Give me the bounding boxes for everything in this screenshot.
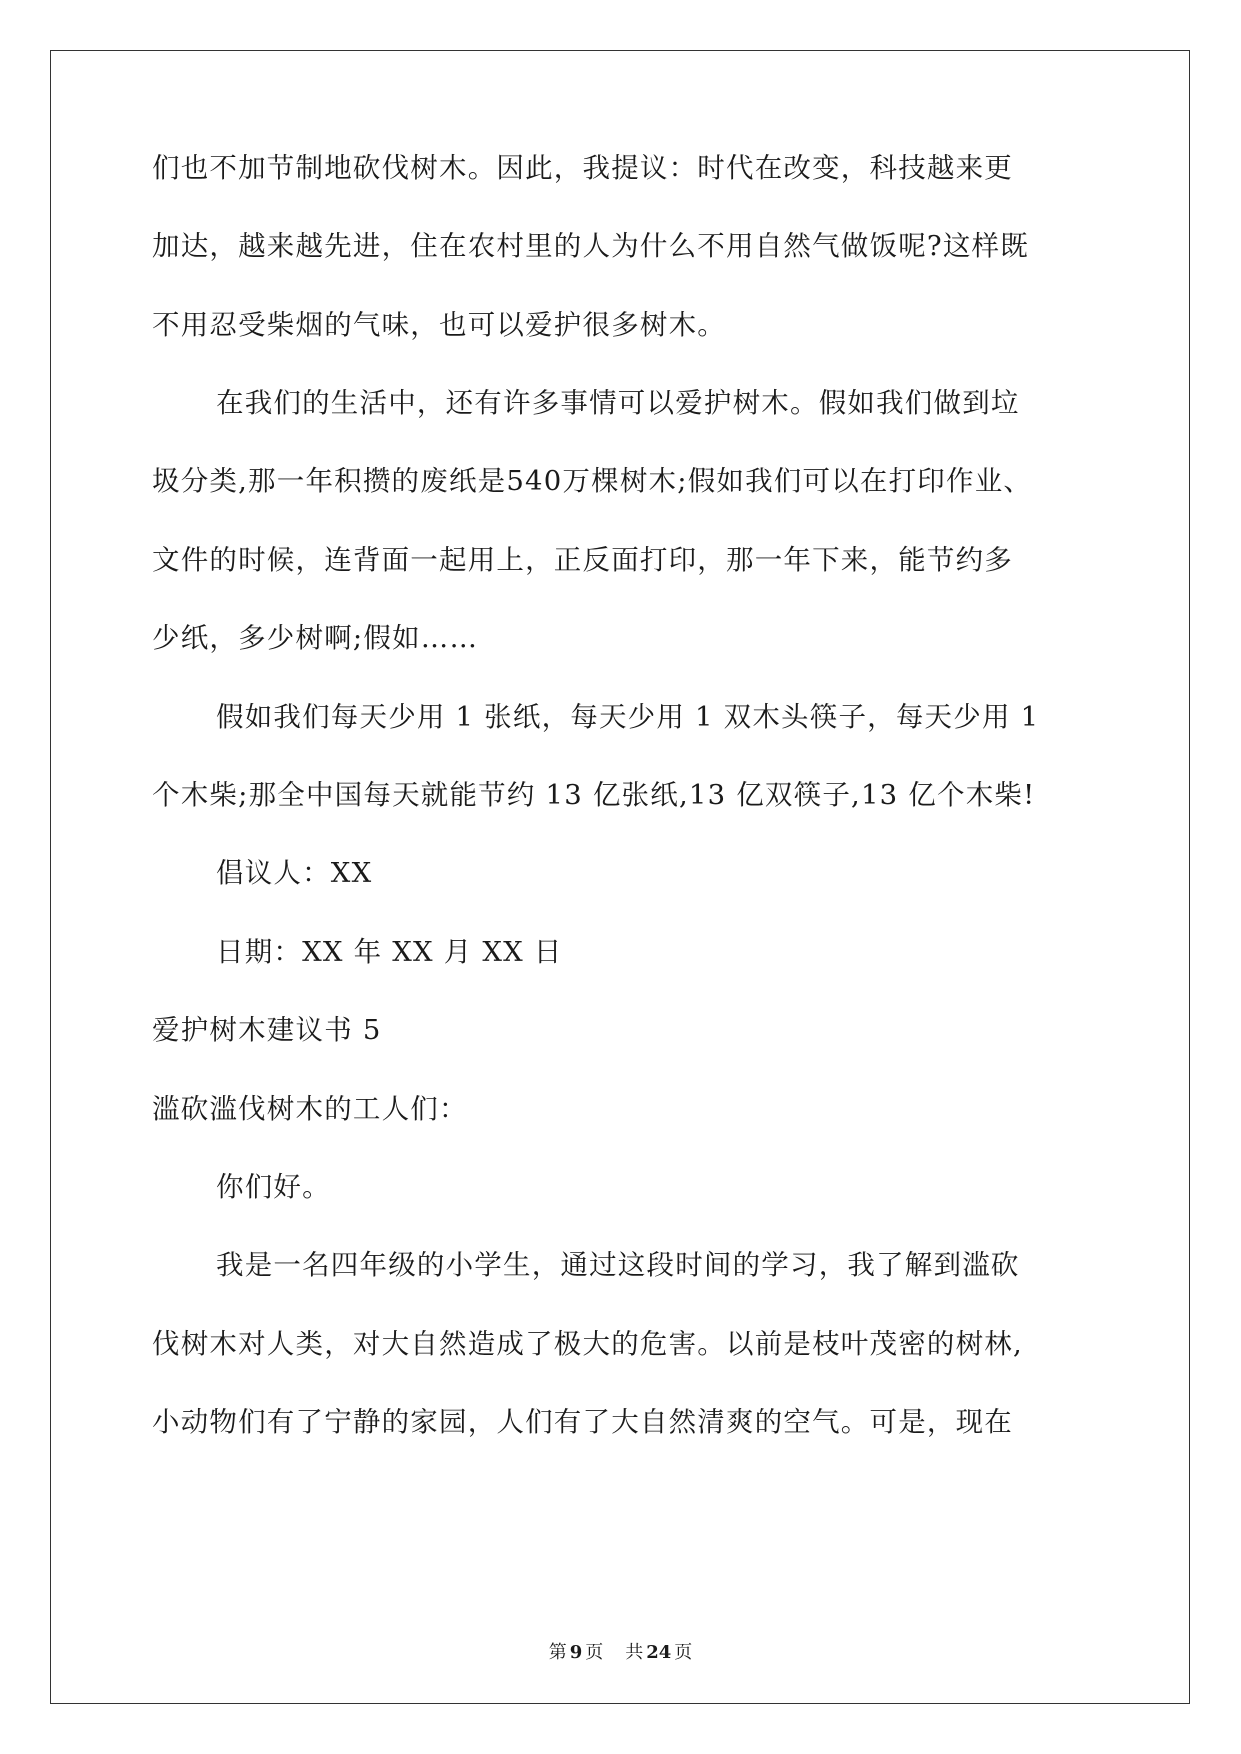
paragraph-first-line: 在我们的生活中，还有许多事情可以爱护树木。假如我们做到垃 — [216, 387, 1020, 419]
text-line: 加达，越来越先进，住在农村里的人为什么不用自然气做饭呢?这样既 — [152, 230, 1029, 262]
total-pages: 24 — [646, 1642, 672, 1663]
text-line: 们也不加节制地砍伐树木。因此，我提议：时代在改变，科技越来更 — [152, 152, 1013, 184]
section-title: 爱护树木建议书 5 — [152, 1014, 382, 1046]
total-suffix: 页 — [674, 1642, 693, 1663]
page-prefix: 第 — [548, 1642, 567, 1663]
page-footer — [0, 1638, 1241, 1664]
salutation: 滥砍滥伐树木的工人们： — [152, 1093, 468, 1125]
text-line: 小动物们有了宁静的家园，人们有了大自然清爽的空气。可是，现在 — [152, 1406, 1013, 1438]
text-line: 圾分类,那一年积攒的废纸是540万棵树木;假如我们可以在打印作业、 — [152, 465, 1033, 497]
paragraph-first-line: 假如我们每天少用 1 张纸，每天少用 1 双木头筷子，每天少用 1 — [216, 701, 1040, 733]
paragraph-first-line: 我是一名四年级的小学生，通过这段时间的学习，我了解到滥砍 — [216, 1249, 1020, 1281]
text-line: 文件的时候，连背面一起用上，正反面打印，那一年下来，能节约多 — [152, 544, 1013, 576]
text-line: 个木柴;那全中国每天就能节约 13 亿张纸,13 亿双筷子,13 亿个木柴! — [152, 779, 1036, 811]
page-number: 9 — [569, 1642, 583, 1663]
page-suffix: 页 — [585, 1642, 604, 1663]
text-line: 少纸，多少树啊;假如…… — [152, 622, 479, 654]
date-line: 日期：XX 年 XX 月 XX 日 — [216, 936, 563, 968]
greeting: 你们好。 — [216, 1171, 331, 1203]
text-line: 伐树木对人类，对大自然造成了极大的危害。以前是枝叶茂密的树林, — [152, 1328, 1023, 1360]
text-line: 不用忍受柴烟的气味，也可以爱护很多树木。 — [152, 309, 726, 341]
initiator-line: 倡议人：XX — [216, 857, 373, 889]
total-prefix: 共 — [625, 1642, 644, 1663]
